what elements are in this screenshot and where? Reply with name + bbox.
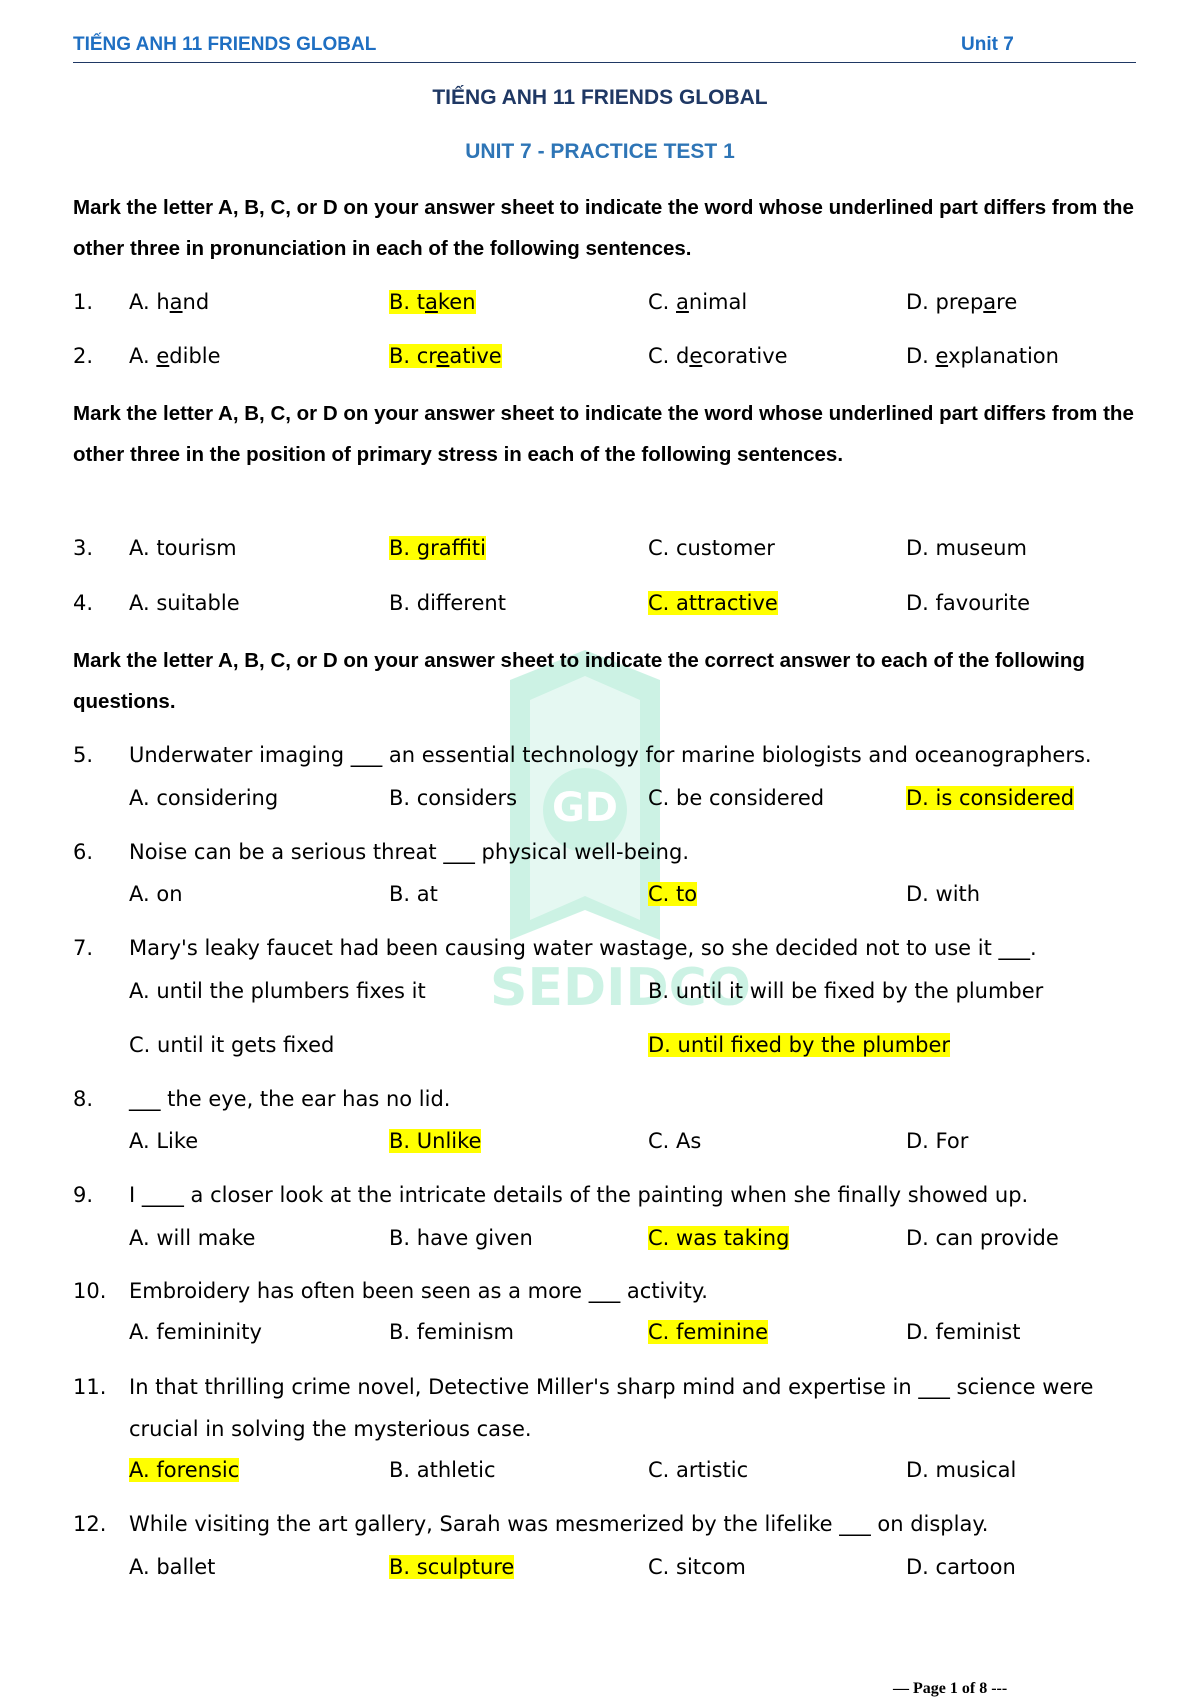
watermark-logo-letters: GD bbox=[551, 785, 619, 831]
option-a[interactable]: A. tourism bbox=[129, 536, 237, 560]
option-a[interactable]: A. until the plumbers fixes it bbox=[129, 979, 426, 1003]
page-number-footer: — Page 1 of 8 --- bbox=[893, 1680, 1008, 1697]
question-stem: Embroidery has often been seen as a more ___ activity. bbox=[129, 1279, 708, 1303]
question-7-stem bbox=[73, 936, 1143, 966]
option-d[interactable]: D. feminist bbox=[906, 1320, 1021, 1344]
question-stem-line-1: In that thrilling crime novel, Detective Miller's sharp mind and expertise in ___ science were bbox=[129, 1375, 1094, 1399]
option-b[interactable]: B. feminism bbox=[389, 1320, 514, 1344]
option-b[interactable]: B. until it will be fixed by the plumber bbox=[648, 979, 1044, 1003]
question-number: 6. bbox=[73, 840, 94, 864]
question-stem: Mary's leaky faucet had been causing water wastage, so she decided not to use it ___. bbox=[129, 936, 1037, 960]
question-2 bbox=[73, 344, 1143, 374]
question-stem: ___ the eye, the ear has no lid. bbox=[129, 1087, 451, 1111]
question-11-stem bbox=[73, 1375, 1143, 1405]
option-c-answer[interactable]: C. attractive bbox=[648, 591, 778, 615]
test-title: UNIT 7 - PRACTICE TEST 1 bbox=[465, 140, 735, 163]
option-c[interactable]: C. animal bbox=[648, 290, 748, 314]
question-5-stem bbox=[73, 743, 1143, 773]
question-12-stem bbox=[73, 1512, 1143, 1542]
option-d[interactable]: D. can provide bbox=[906, 1226, 1059, 1250]
question-10-stem bbox=[73, 1279, 1143, 1309]
option-b[interactable]: B. have given bbox=[389, 1226, 533, 1250]
question-number: 9. bbox=[73, 1183, 94, 1207]
question-9-stem bbox=[73, 1183, 1143, 1213]
option-b[interactable]: B. different bbox=[389, 591, 506, 615]
option-c-answer[interactable]: C. to bbox=[648, 882, 698, 906]
option-b[interactable]: B. athletic bbox=[389, 1458, 496, 1482]
option-a[interactable]: A. will make bbox=[129, 1226, 256, 1250]
question-7-options-row2 bbox=[73, 1033, 1143, 1063]
question-7-options-row1 bbox=[73, 979, 1143, 1009]
question-stem: While visiting the art gallery, Sarah was mesmerized by the lifelike ___ on display. bbox=[129, 1512, 989, 1536]
question-3 bbox=[73, 536, 1143, 566]
option-c[interactable]: C. As bbox=[648, 1129, 702, 1153]
question-11-stem-cont bbox=[73, 1417, 1143, 1447]
question-11-options bbox=[73, 1458, 1143, 1488]
option-d[interactable]: D. cartoon bbox=[906, 1555, 1016, 1579]
option-d[interactable]: D. musical bbox=[906, 1458, 1017, 1482]
option-d-answer[interactable]: D. is considered bbox=[906, 786, 1075, 810]
option-c[interactable]: C. until it gets fixed bbox=[129, 1033, 335, 1057]
option-c[interactable]: C. be considered bbox=[648, 786, 825, 810]
question-8-stem bbox=[73, 1087, 1143, 1117]
option-c-answer[interactable]: C. feminine bbox=[648, 1320, 768, 1344]
question-6-stem bbox=[73, 840, 1143, 870]
header-unit-label: Unit 7 bbox=[961, 34, 1014, 55]
question-stem: I ____ a closer look at the intricate details of the painting when she finally showed up. bbox=[129, 1183, 1029, 1207]
question-number: 12. bbox=[73, 1512, 107, 1536]
instruction-pronunciation: Mark the letter A, B, C, or D on your answer sheet to indicate the word whose underlined part differs from the other three in pronunciation in each of the following sentences. bbox=[73, 196, 1134, 260]
instruction-stress: Mark the letter A, B, C, or D on your answer sheet to indicate the word whose underlined part differs from the other three in the position of primary stress in each of the following sentences. bbox=[73, 402, 1134, 466]
page-header bbox=[73, 30, 1136, 63]
option-a[interactable]: A. Like bbox=[129, 1129, 199, 1153]
question-number: 11. bbox=[73, 1375, 107, 1399]
question-number: 7. bbox=[73, 936, 94, 960]
option-d[interactable]: D. museum bbox=[906, 536, 1027, 560]
option-a[interactable]: A. considering bbox=[129, 786, 279, 810]
question-number: 3. bbox=[73, 536, 94, 560]
option-d[interactable]: D. prepare bbox=[906, 290, 1018, 314]
option-c[interactable]: C. customer bbox=[648, 536, 775, 560]
option-a[interactable]: A. suitable bbox=[129, 591, 240, 615]
option-a-answer[interactable]: A. forensic bbox=[129, 1458, 240, 1482]
option-c-answer[interactable]: C. was taking bbox=[648, 1226, 790, 1250]
option-b-answer[interactable]: B. Unlike bbox=[389, 1129, 482, 1153]
header-left-title: TIẾNG ANH 11 FRIENDS GLOBAL bbox=[73, 34, 377, 55]
option-b-answer[interactable]: B. graffiti bbox=[389, 536, 486, 560]
question-number: 10. bbox=[73, 1279, 107, 1303]
question-9-options bbox=[73, 1226, 1143, 1256]
question-12-options bbox=[73, 1555, 1143, 1585]
question-5-options bbox=[73, 786, 1143, 816]
option-d[interactable]: D. favourite bbox=[906, 591, 1030, 615]
option-a[interactable]: A. edible bbox=[129, 344, 221, 368]
option-d-answer[interactable]: D. until fixed by the plumber bbox=[648, 1033, 951, 1057]
question-10-options bbox=[73, 1320, 1143, 1350]
option-b-answer[interactable]: B. sculpture bbox=[389, 1555, 515, 1579]
option-c[interactable]: C. sitcom bbox=[648, 1555, 746, 1579]
question-stem: Underwater imaging ___ an essential technology for marine biologists and oceanographers. bbox=[129, 743, 1092, 767]
option-b[interactable]: B. considers bbox=[389, 786, 518, 810]
question-1 bbox=[73, 290, 1143, 320]
option-b-answer[interactable]: B. taken bbox=[389, 290, 476, 314]
option-d[interactable]: D. with bbox=[906, 882, 981, 906]
question-stem: Noise can be a serious threat ___ physical well-being. bbox=[129, 840, 689, 864]
option-d[interactable]: D. explanation bbox=[906, 344, 1059, 368]
option-a[interactable]: A. femininity bbox=[129, 1320, 262, 1344]
option-c[interactable]: C. artistic bbox=[648, 1458, 749, 1482]
option-a[interactable]: A. on bbox=[129, 882, 183, 906]
option-a[interactable]: A. hand bbox=[129, 290, 210, 314]
instruction-correct-answer: Mark the letter A, B, C, or D on your answer sheet to indicate the correct answer to each of the following questions. bbox=[73, 649, 1085, 713]
question-stem-line-2: crucial in solving the mysterious case. bbox=[129, 1417, 532, 1441]
question-8-options bbox=[73, 1129, 1143, 1159]
option-b-answer[interactable]: B. creative bbox=[389, 344, 502, 368]
watermark-text: SEDIDCO bbox=[490, 958, 752, 1018]
option-a[interactable]: A. ballet bbox=[129, 1555, 216, 1579]
option-b[interactable]: B. at bbox=[389, 882, 438, 906]
option-d[interactable]: D. For bbox=[906, 1129, 969, 1153]
document-title: TIẾNG ANH 11 FRIENDS GLOBAL bbox=[432, 86, 768, 109]
question-number: 2. bbox=[73, 344, 94, 368]
question-number: 1. bbox=[73, 290, 94, 314]
question-4 bbox=[73, 591, 1143, 621]
question-number: 4. bbox=[73, 591, 94, 615]
question-number: 5. bbox=[73, 743, 94, 767]
question-number: 8. bbox=[73, 1087, 94, 1111]
question-6-options bbox=[73, 882, 1143, 912]
option-c[interactable]: C. decorative bbox=[648, 344, 788, 368]
